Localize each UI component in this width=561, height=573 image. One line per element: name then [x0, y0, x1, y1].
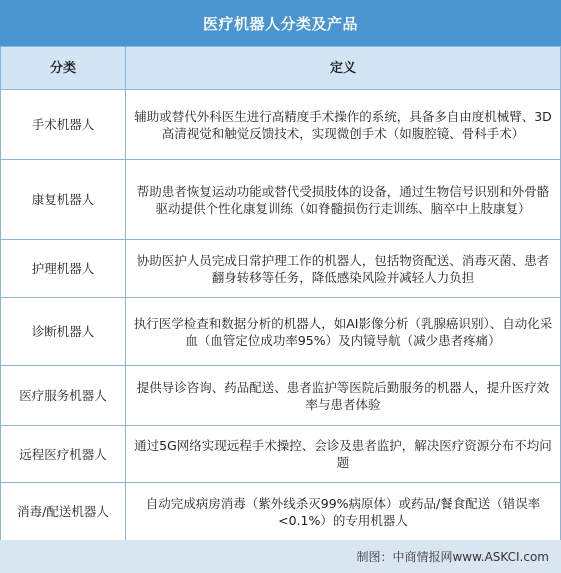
table-row — [1, 298, 561, 366]
table-row — [1, 366, 561, 426]
table-row — [1, 160, 561, 240]
row-category: 消毒/配送机器人 — [1, 483, 126, 541]
table-row — [1, 240, 561, 298]
row-category: 诊断机器人 — [1, 298, 126, 366]
table-title: 医疗机器人分类及产品 — [0, 0, 561, 46]
table-header-row — [1, 47, 561, 90]
row-category: 康复机器人 — [1, 160, 126, 240]
row-definition: 帮助患者恢复运动功能或替代受损肢体的设备，通过生物信号识别和外骨骼驱动提供个性化康复训练（如脊髓损伤行走训练、脑卒中上肢康复） — [126, 160, 561, 240]
row-definition: 自动完成病房消毒（紫外线杀灭99%病原体）或药品/餐食配送（错误率<0.1%）的专用机器人 — [126, 483, 561, 541]
row-category: 手术机器人 — [1, 90, 126, 160]
header-category: 分类 — [1, 47, 126, 90]
table-row — [1, 426, 561, 483]
header-definition: 定义 — [126, 47, 561, 90]
row-definition: 协助医护人员完成日常护理工作的机器人，包括物资配送、消毒灭菌、患者翻身转移等任务，降低感染风险并减轻人力负担 — [126, 240, 561, 298]
table-row — [1, 90, 561, 160]
row-definition: 执行医学检查和数据分析的机器人，如AI影像分析（乳腺癌识别）、自动化采血（血管定位成功率95%）及内镜导航（减少患者疼痛） — [126, 298, 561, 366]
row-category: 医疗服务机器人 — [1, 366, 126, 426]
row-category: 护理机器人 — [1, 240, 126, 298]
row-definition: 通过5G网络实现远程手术操控、会诊及患者监护，解决医疗资源分布不均问题 — [126, 426, 561, 483]
robot-classification-table — [0, 46, 561, 541]
row-definition: 提供导诊咨询、药品配送、患者监护等医院后勤服务的机器人，提升医疗效率与患者体验 — [126, 366, 561, 426]
row-definition: 辅助或替代外科医生进行高精度手术操作的系统，具备多自由度机械臂、3D高清视觉和触觉反馈技术，实现微创手术（如腹腔镜、骨科手术） — [126, 90, 561, 160]
row-category: 远程医疗机器人 — [1, 426, 126, 483]
table-row — [1, 483, 561, 541]
source-credit: 制图：中商情报网www.ASKCI.com — [0, 540, 561, 573]
